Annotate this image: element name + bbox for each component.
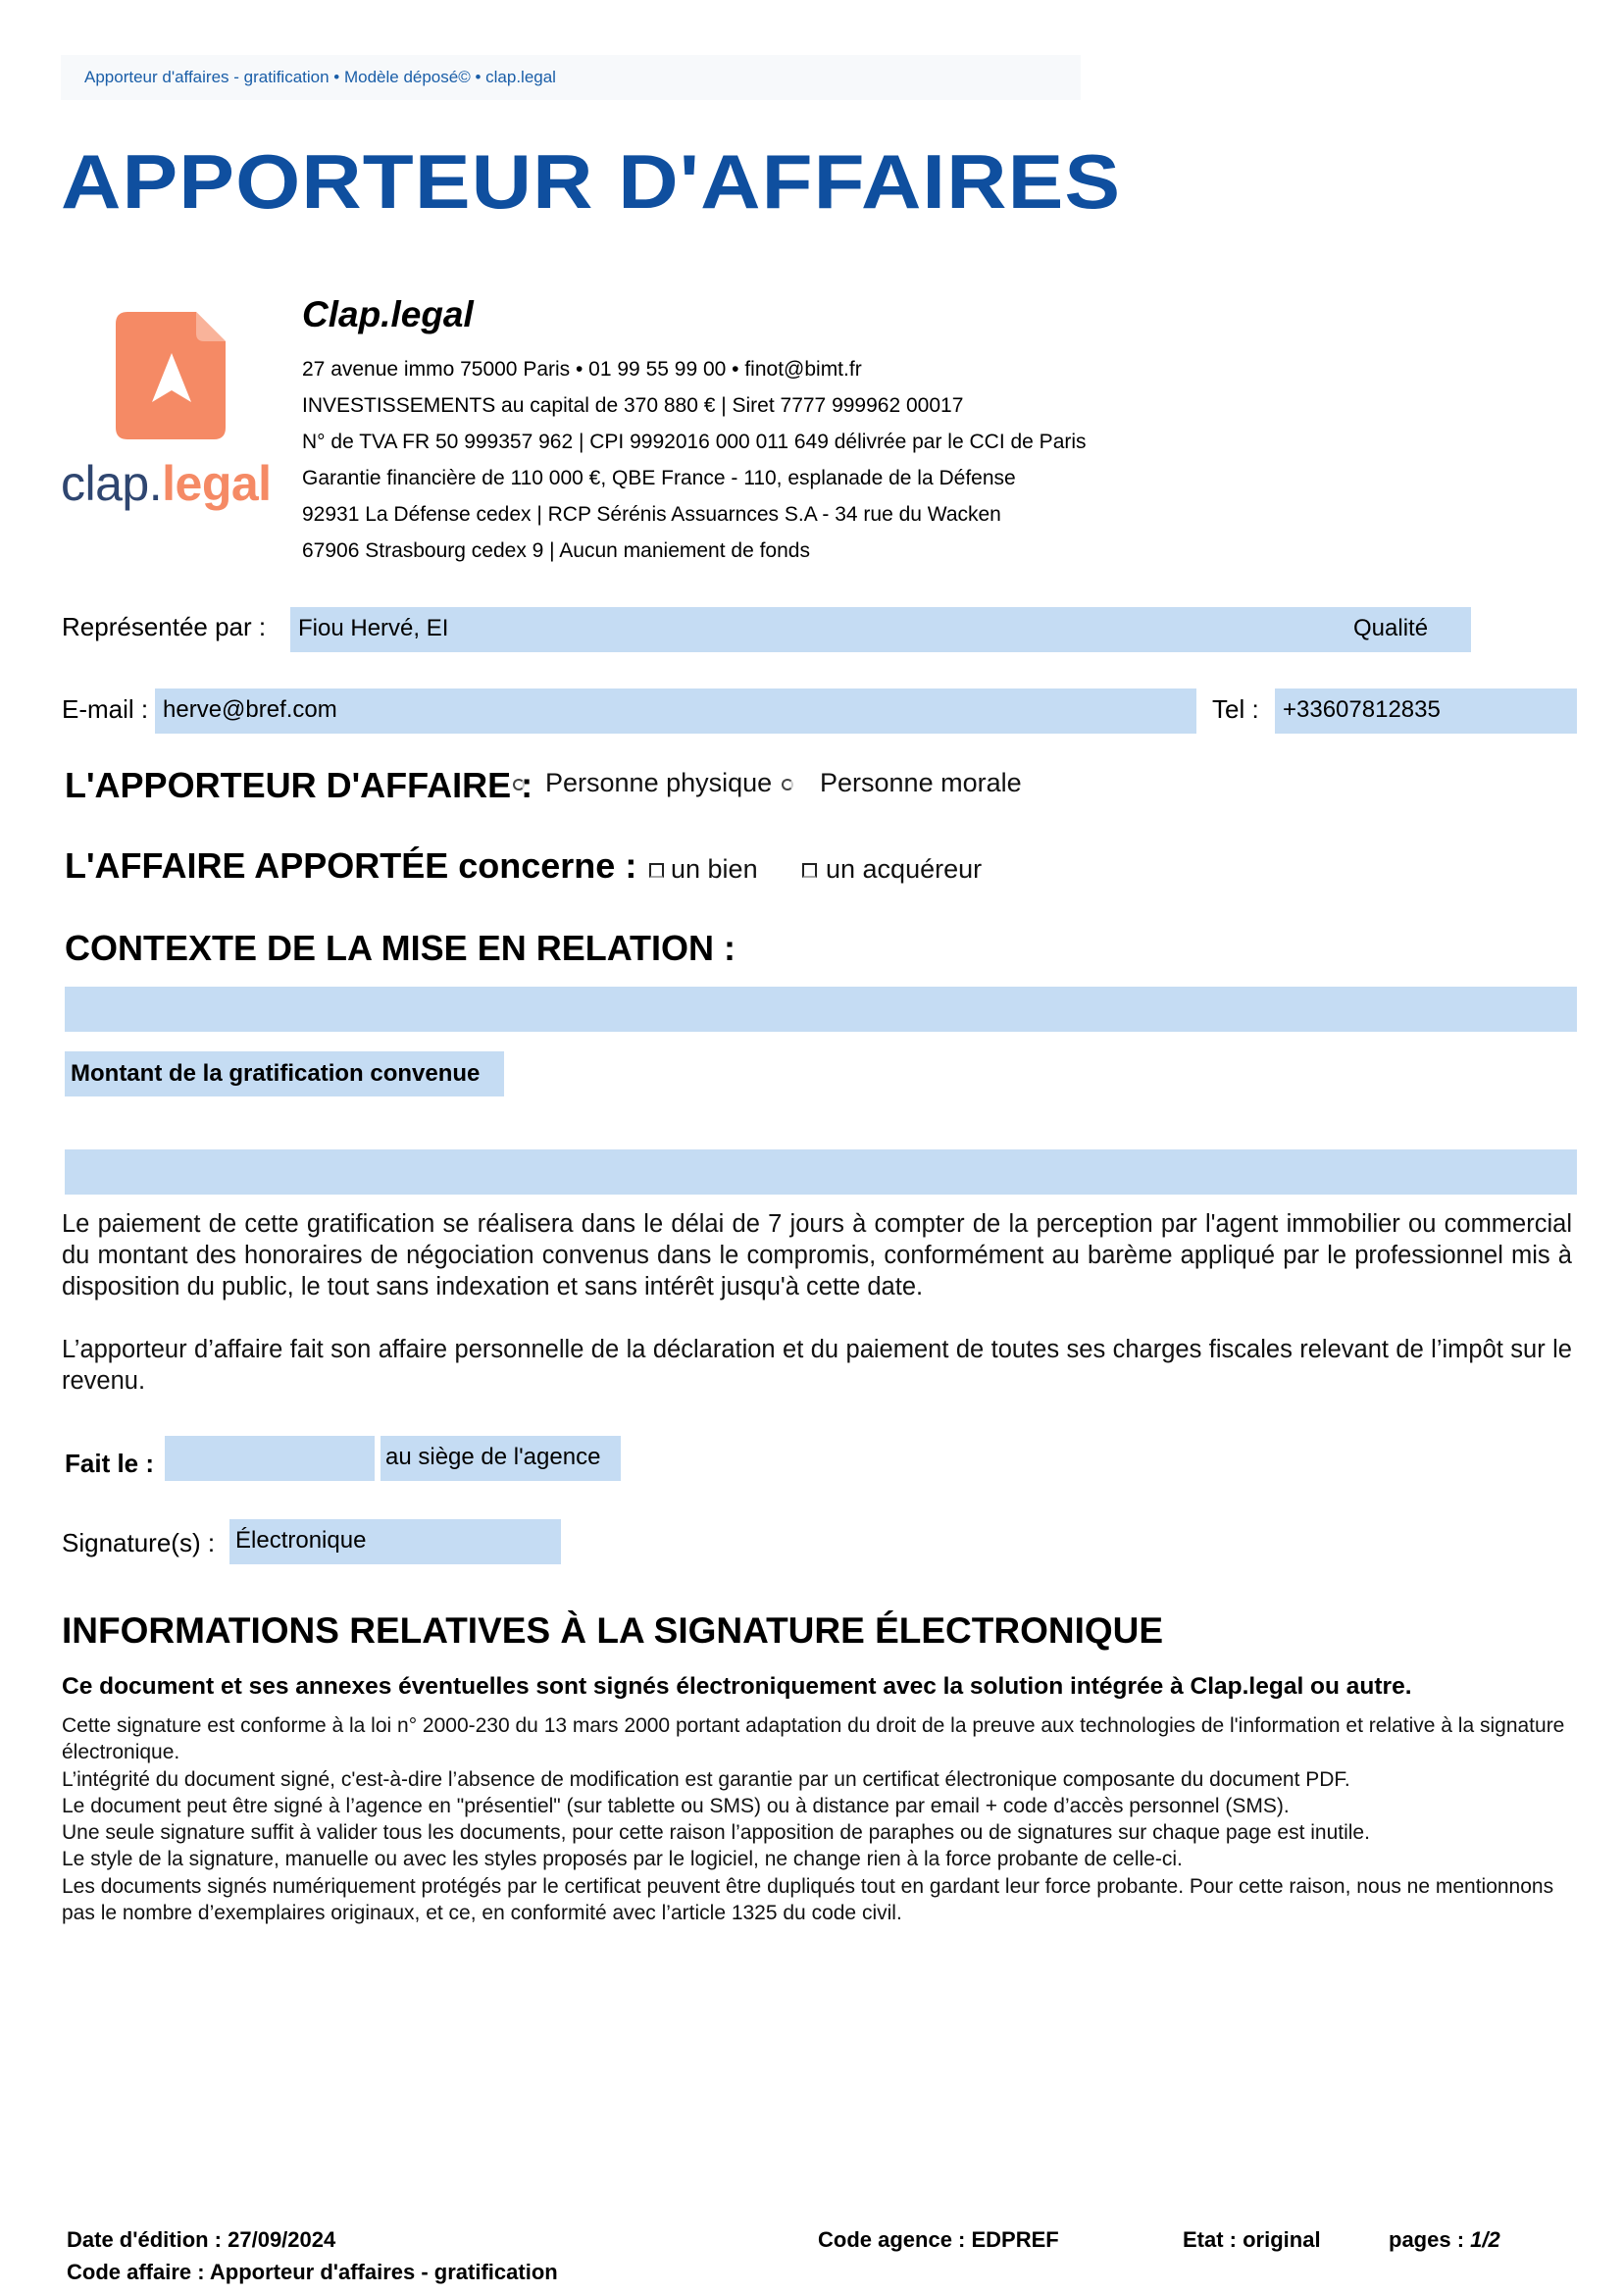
document-title: APPORTEUR D'AFFAIRES: [61, 138, 1122, 225]
gratification-label: Montant de la gratification convenue: [65, 1051, 504, 1096]
option-personne-morale-label: Personne morale: [820, 768, 1022, 797]
footer-etat: Etat : original: [1183, 2227, 1321, 2252]
document-icon: [116, 312, 228, 439]
company-detail-line: 27 avenue immo 75000 Paris • 01 99 55 99 00 • finot@bimt.fr: [302, 358, 862, 381]
logo-text-clap: clap.: [61, 456, 163, 511]
gratification-field[interactable]: [65, 1149, 1577, 1195]
footer-code-agence: Code agence : EDPREF: [818, 2227, 1059, 2252]
signature-info-heading: INFORMATIONS RELATIVES À LA SIGNATURE ÉLECTRONIQUE: [62, 1610, 1164, 1651]
option-un-acquereur-label: un acquéreur: [826, 854, 983, 884]
footer-date-edition: Date d'édition : 27/09/2024: [67, 2227, 336, 2252]
radio-personne-morale[interactable]: [782, 779, 793, 790]
affaire-heading: L'AFFAIRE APPORTÉE concerne :: [65, 845, 637, 886]
company-detail-line: Garantie financière de 110 000 €, QBE France - 110, esplanade de la Défense: [302, 467, 1016, 489]
footer-pages-value: 1/2: [1470, 2227, 1500, 2252]
company-detail-line: INVESTISSEMENTS au capital de 370 880 € | Siret 7777 999962 00017: [302, 394, 964, 417]
company-logo: [61, 312, 284, 518]
company-detail-line: 92931 La Défense cedex | RCP Sérénis Assuarnces S.A - 34 rue du Wacken: [302, 503, 1001, 526]
checkbox-un-acquereur[interactable]: [802, 863, 817, 878]
company-detail-line: 67906 Strasbourg cedex 9 | Aucun maniement de fonds: [302, 539, 810, 562]
tax-paragraph: L’apporteur d’affaire fait son affaire personnelle de la déclaration et du paiement de toutes ses charges fiscales relevant de l’impôt sur le revenu.: [62, 1336, 1572, 1395]
signature-field[interactable]: Électronique: [229, 1519, 561, 1564]
checkbox-un-bien[interactable]: [649, 863, 664, 878]
footer-code-affaire: Code affaire : Apporteur d'affaires - gratification: [67, 2260, 558, 2284]
signature-info-line: Le style de la signature, manuelle ou avec les styles proposés par le logiciel, ne change rien à la force probante de celle-ci.: [62, 1848, 1183, 1871]
signature-info-subheading: Ce document et ses annexes éventuelles sont signés électroniquement avec la solution intégrée à Clap.legal ou autre.: [62, 1673, 1412, 1700]
date-field[interactable]: [165, 1436, 375, 1481]
apporteur-heading: L'APPORTEUR D'AFFAIRE :: [65, 765, 533, 805]
place-field[interactable]: au siège de l'agence: [381, 1436, 621, 1481]
radio-personne-physique[interactable]: [513, 779, 525, 790]
tel-field[interactable]: +33607812835: [1275, 688, 1577, 734]
option-personne-physique-label: Personne physique: [545, 768, 773, 797]
signature-label: Signature(s) :: [62, 1528, 216, 1557]
logo-text-legal: legal: [162, 456, 272, 511]
context-heading: CONTEXTE DE LA MISE EN RELATION :: [65, 928, 736, 968]
company-detail-line: N° de TVA FR 50 999357 962 | CPI 9992016 000 011 649 délivrée par le CCI de Paris: [302, 431, 1087, 453]
signature-info-line: Une seule signature suffit à valider tous les documents, pour cette raison l’apposition de paraphes ou de signatures sur chaque page est inutile.: [62, 1821, 1370, 1845]
quality-field[interactable]: Qualité: [1345, 607, 1471, 652]
context-field[interactable]: [65, 987, 1577, 1032]
signature-info-line: Cette signature est conforme à la loi n° 2000-230 du 13 mars 2000 portant adaptation du droit de la preuve aux technologies de l'information et relative à la signature électronique.: [62, 1714, 1565, 1764]
tel-label: Tel :: [1212, 694, 1259, 724]
company-details: [302, 351, 1087, 569]
footer-pages-label: pages :: [1389, 2227, 1465, 2252]
represented-label: Représentée par :: [62, 612, 267, 641]
email-field[interactable]: herve@bref.com: [155, 688, 1196, 734]
company-name: Clap.legal: [302, 294, 474, 334]
email-label: E-mail :: [62, 694, 149, 724]
option-un-bien-label: un bien: [671, 854, 758, 884]
signature-info-text: [62, 1712, 1572, 1926]
header-ribbon: Apporteur d'affaires - gratification • Modèle déposé© • clap.legal: [61, 55, 1081, 100]
represented-field[interactable]: Fiou Hervé, EI: [290, 607, 1345, 652]
signature-info-line: Les documents signés numériquement protégés par le certificat peuvent être dupliqués tout en gardant leur force probante. Pour cette raison, nous ne mentionnons pas le nombre d’exemplaires originaux, et ce, en conformité avec l’article 1325 du code civil.: [62, 1874, 1554, 1925]
signature-info-line: Le document peut être signé à l’agence en "présentiel" (sur tablette ou SMS) ou à distance par email + code d’accès personnel (SMS).: [62, 1794, 1290, 1817]
signature-info-line: L’intégrité du document signé, c'est-à-dire l’absence de modification est garantie par un certificat électronique composante du document PDF.: [62, 1767, 1350, 1791]
fait-le-label: Fait le :: [65, 1449, 155, 1478]
payment-paragraph: Le paiement de cette gratification se réalisera dans le délai de 7 jours à compter de la perception par l'agent immobilier ou commercial du montant des honoraires de négociation convenus dans le compromis, conformément au barème appliqué par le professionnel mis à disposition du public, le tout sans indexation et sans intérêt jusqu'à cette date.: [62, 1210, 1572, 1300]
footer-pages: [1389, 2227, 1500, 2253]
